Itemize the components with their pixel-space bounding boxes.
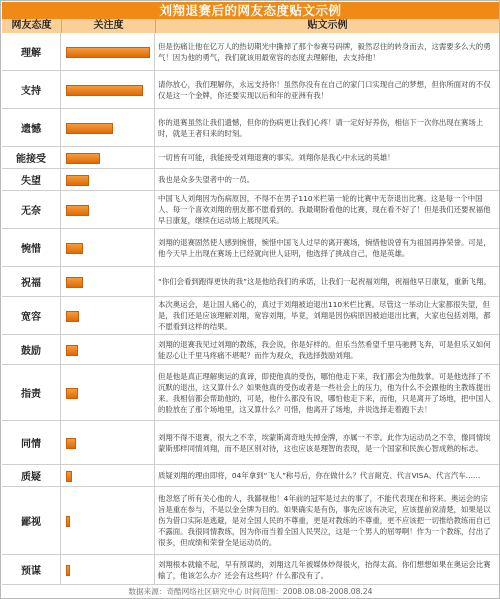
attention-bar [66, 388, 78, 399]
attitude-label: 失望 [2, 169, 61, 190]
sample-post: 我也是众多失望者中的一员。 [158, 175, 255, 184]
attention-bar [66, 47, 150, 58]
attitude-label: 同情 [2, 421, 61, 464]
attitude-label: 鼓励 [2, 335, 61, 364]
attention-cell [61, 465, 155, 486]
table-row [2, 487, 499, 555]
attention-bar [66, 85, 143, 96]
attitude-label: 质疑 [2, 465, 61, 486]
attention-cell [61, 71, 155, 108]
attention-bar [66, 175, 89, 186]
attitude-label: 鄙视 [2, 487, 61, 554]
header-sample: 贴文示例 [155, 19, 499, 33]
attention-bar [66, 438, 76, 449]
attitude-label: 惋惜 [2, 229, 61, 266]
attention-bar [66, 243, 83, 254]
attention-bar [66, 565, 70, 576]
sample-post: “你们会看到跑得更快的我”这是他给我们的承诺，让我们一起祝福刘翔，祝福他早日康复，重新飞翔。 [158, 277, 491, 286]
header-attention: 关注度 [61, 19, 155, 33]
attention-cell [61, 191, 155, 228]
sample-post: 但是他是真正理解奥运的真谛，即使他真的受伤，哪怕他走下来，我们都会为他鼓掌。可是他选择了不沉默的退出，这又算什么？如果他真的受伤或者是一些社会上的压力，他为什么不会跟他的主教练提出来。我相信都会帮助他的，可是，他什么都没有说，哪怕他走下来，而他，只是离开了场地，把中国人的脸放在了那个场地里，这又算什么？可惜，他离开了场地，并说选择走着跑下去！ [158, 371, 491, 414]
attention-cell [61, 335, 155, 364]
table-header [2, 19, 499, 33]
sample-post: 本次奥运会，是让国人痛心的，真过于刘翔被迫退出110米栏比赛。尽管这一举动让大家都很失望，但是，我们还是应该理解刘翔，宽容刘翔，毕竟，刘翔是因伤病原因被迫退出比赛，大家也包括刘翔，都不愿看到这样的结果。 [158, 300, 491, 331]
attention-cell [61, 109, 155, 146]
table-row [2, 421, 499, 465]
table-row [2, 109, 499, 147]
attitude-label: 遗憾 [2, 109, 61, 146]
table-row [2, 465, 499, 487]
attention-bar [66, 471, 72, 482]
table-row [2, 147, 499, 169]
attitude-label: 无奈 [2, 191, 61, 228]
attitude-label: 支持 [2, 71, 61, 108]
sample-post: 中国飞人刘翔因为伤病原因，不得不在男子110米栏第一轮的比赛中无奈退出比赛。这是每一个中国人、每一个喜欢刘翔的朋友都不愿看到的。我最期盼看他的比赛，现在看不好了！但是我们还要祝福他早日康复，继续在运动场上展现风采。 [158, 194, 491, 225]
table-row [2, 297, 499, 335]
attitude-label: 祝福 [2, 267, 61, 296]
sample-post: 刘翔根本就输不起，早有预谋的，刘翔这几年被媒体炒得很火，抬得太高。你们想想如果在奥运会比赛输了，他该怎么办？还会有这些吗？什么都没有了。 [158, 559, 491, 580]
table-row [2, 555, 499, 585]
attention-cell [61, 365, 155, 420]
attention-cell [61, 555, 155, 584]
attitude-label: 能接受 [2, 147, 61, 168]
attention-cell [61, 421, 155, 464]
attention-cell [61, 33, 155, 70]
sample-post: 他忽悠了所有关心他的人，我鄙视他！4年前的冠军是过去的事了，不能代表现在和将来。奥运会的宗旨是重在参与，不是以金全牌为目的。如果确实是有伤，事先应该有决定，应该提前说清楚，如果是以伤为借口实际是逃避，是对全国人民的不尊重，更是对教练的不尊重，更不应该把一切推给教练而自已不露面。我很同情教练，因为你而当着全国人民哭泣，这是一个男人的屈辱啊！作为一个教练，付出了很多，但成绩和荣誉全是运动员的。 [158, 494, 491, 547]
data-source-note: 数据来源：奇酷网络社区研究中心 时间范围：2008.08.08-2008.08.24 [128, 587, 373, 596]
attention-cell [61, 147, 155, 168]
attention-cell [61, 487, 155, 554]
table-row [2, 267, 499, 297]
sample-post: 一切皆有可能，我能接受刘翔退赛的事实。刘翔你是我心中永远的英雄！ [158, 153, 395, 162]
table-row [2, 71, 499, 109]
table-row [2, 33, 499, 71]
attention-bar [66, 277, 83, 288]
sample-post: 质疑刘翔的理由即将，04年拿到“飞人”称号后，你在做什么？代言耐克、代言VISA、代言汽车…… [158, 471, 481, 480]
attention-bar [66, 311, 79, 322]
attention-cell [61, 297, 155, 334]
attention-cell [61, 267, 155, 296]
header-attitude: 网友态度 [11, 20, 52, 31]
chart-title: 刘翔退赛后的网友态度贴文示例 [2, 2, 499, 19]
table-row [2, 229, 499, 267]
sample-post: 刘翔的退赛固然使人感到惋惜，惋惜中国飞人过早的离开赛场，惋惜他说曾有为祖国再挣荣誉。可是，他今天早上出现在赛场上已经就向世人证明，他选择了挑战自己，他是英雄。 [158, 237, 491, 258]
table-row [2, 365, 499, 421]
table-row [2, 335, 499, 365]
sample-post: 刘翔不得不退赛，很大之不幸，埃蒙斯离奇地失掉金牌，亦属一不幸。此作为运动员之不幸，像同情埃蒙斯那样同情刘翔，而不是区别对待，这也应该是理智的表现，是一个国家和民族心智成熟的标志。 [158, 432, 491, 453]
attention-bar [66, 205, 89, 216]
attention-bar [66, 153, 100, 164]
sample-post: 但是伤痛让他在亿万人的热切期光中撕掉了那个参赛号码牌，毅然忍住的转身而去，这需要多么大的勇气！因为他的勇气，我们就该用最宽容的态度去理解他，去支持他！ [158, 41, 491, 62]
attitude-label: 预谋 [2, 555, 61, 584]
table-row [2, 169, 499, 191]
attention-bar [66, 123, 113, 134]
table-row [2, 191, 499, 229]
attitude-label: 理解 [2, 33, 61, 70]
attention-cell [61, 229, 155, 266]
sample-post: 你的退赛虽然让我们遗憾，但你的伤病更让我们心疼！请一定好好养伤，相信下一次你出现在赛场上时，就是王者归来的时刻。 [158, 117, 484, 138]
attention-cell [61, 169, 155, 190]
attitude-label: 宽容 [2, 297, 61, 334]
attention-bar [66, 516, 70, 527]
sample-post: 刘翔的退赛我见过刘翔的教练，我会说，你是好样的。但乐当然希望千里马驰骋飞奔，可是但乐又如何能忍心让千里马疼痛不堪呢？而作为观众，我选择鼓励刘翔。 [158, 339, 491, 360]
attitude-label: 指责 [2, 365, 61, 420]
sample-post: 请你放心，我们理解你，永远支持你！虽然你没有在自己的家门口实现自己的梦想，但你所面对的不仅仅是这一个金牌，你还要实现以后和年的亚洲有我！ [158, 79, 491, 100]
attention-bar [66, 345, 78, 356]
